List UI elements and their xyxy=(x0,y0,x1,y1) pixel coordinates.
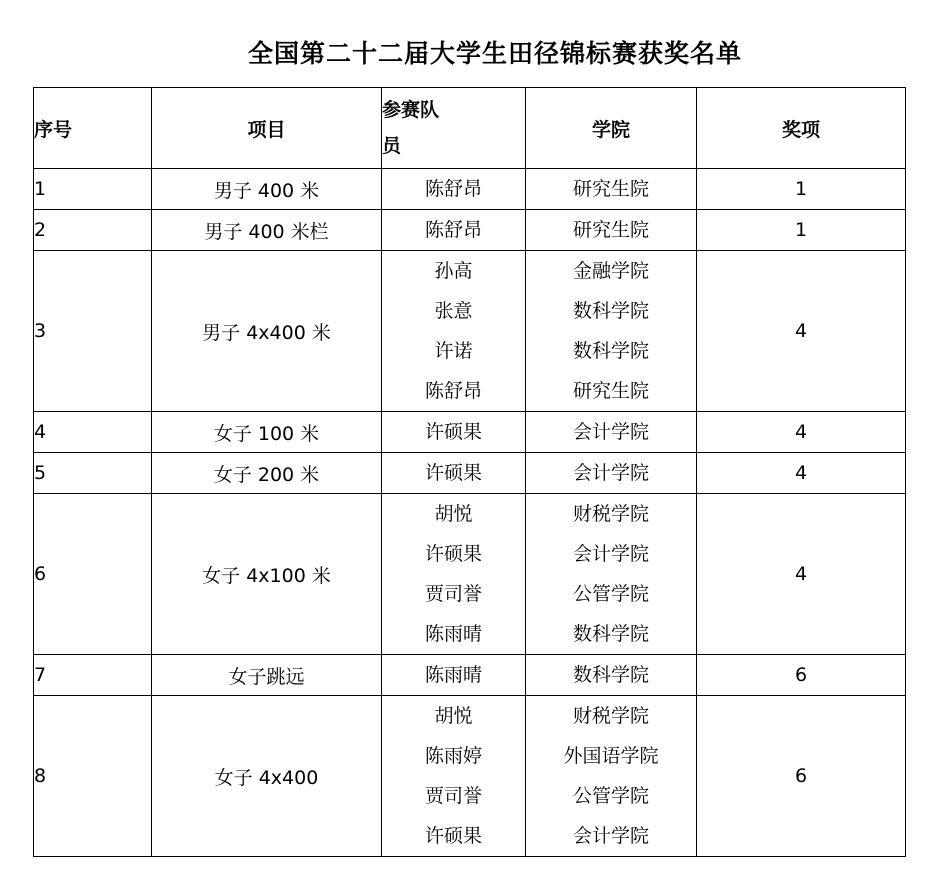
header-seq: 序号 xyxy=(34,88,152,169)
cell-award: 1 xyxy=(697,169,906,210)
member-name: 陈雨婷 xyxy=(424,745,482,767)
header-college: 学院 xyxy=(526,88,697,169)
cell-award: 6 xyxy=(697,696,906,857)
header-event: 项目 xyxy=(152,88,382,169)
college-name: 金融学院 xyxy=(572,260,649,282)
document-title: 全国第二十二届大学生田径锦标赛获奖名单 xyxy=(247,39,742,68)
college-name: 公管学院 xyxy=(572,583,649,605)
college-name: 数科学院 xyxy=(572,664,649,686)
cell-seq: 1 xyxy=(34,169,152,210)
member-name: 胡悦 xyxy=(434,705,473,727)
cell-colleges xyxy=(526,412,697,453)
member-name: 孙高 xyxy=(434,260,473,282)
table-row xyxy=(34,210,906,251)
cell-colleges xyxy=(526,210,697,251)
cell-event: 女子 4x400 xyxy=(152,696,382,857)
college-name: 财税学院 xyxy=(572,705,649,727)
member-name: 陈舒昂 xyxy=(424,380,482,402)
college-name: 外国语学院 xyxy=(563,745,659,767)
header-award: 奖项 xyxy=(697,88,906,169)
cell-members xyxy=(382,494,526,655)
cell-event: 女子跳远 xyxy=(152,655,382,696)
cell-seq: 5 xyxy=(34,453,152,494)
cell-award: 4 xyxy=(697,494,906,655)
member-name: 胡悦 xyxy=(434,503,473,525)
member-name: 贾司誉 xyxy=(424,583,482,605)
table-row xyxy=(34,696,906,857)
member-name: 贾司誉 xyxy=(424,785,482,807)
cell-members xyxy=(382,412,526,453)
cell-colleges xyxy=(526,655,697,696)
cell-members xyxy=(382,696,526,857)
cell-members xyxy=(382,655,526,696)
cell-members xyxy=(382,169,526,210)
table-row xyxy=(34,655,906,696)
cell-seq: 8 xyxy=(34,696,152,857)
college-name: 会计学院 xyxy=(572,421,649,443)
cell-colleges xyxy=(526,494,697,655)
cell-colleges xyxy=(526,251,697,412)
table-body xyxy=(34,169,906,857)
cell-seq: 7 xyxy=(34,655,152,696)
member-name: 陈舒昂 xyxy=(424,219,482,241)
college-name: 研究生院 xyxy=(572,380,649,402)
cell-seq: 4 xyxy=(34,412,152,453)
cell-members xyxy=(382,453,526,494)
table-row xyxy=(34,453,906,494)
member-name: 张意 xyxy=(434,300,473,322)
college-name: 会计学院 xyxy=(572,825,649,847)
table-row xyxy=(34,169,906,210)
college-name: 财税学院 xyxy=(572,503,649,525)
table-row xyxy=(34,412,906,453)
header-members-line2: 员 xyxy=(382,135,402,157)
cell-colleges xyxy=(526,169,697,210)
cell-award: 4 xyxy=(697,453,906,494)
table-row xyxy=(34,251,906,412)
college-name: 数科学院 xyxy=(572,340,649,362)
member-name: 陈舒昂 xyxy=(424,178,482,200)
college-name: 会计学院 xyxy=(572,543,649,565)
cell-colleges xyxy=(526,453,697,494)
cell-award: 1 xyxy=(697,210,906,251)
member-name: 许硕果 xyxy=(424,421,482,443)
member-name: 陈雨晴 xyxy=(424,623,482,645)
college-name: 研究生院 xyxy=(572,219,649,241)
cell-seq: 2 xyxy=(34,210,152,251)
college-name: 数科学院 xyxy=(572,300,649,322)
cell-colleges xyxy=(526,696,697,857)
cell-award: 4 xyxy=(697,412,906,453)
header-row xyxy=(34,88,906,169)
member-name: 陈雨晴 xyxy=(424,664,482,686)
cell-members xyxy=(382,251,526,412)
header-members xyxy=(382,88,526,169)
cell-award: 4 xyxy=(697,251,906,412)
college-name: 公管学院 xyxy=(572,785,649,807)
cell-event: 男子 400 米栏 xyxy=(152,210,382,251)
header-members-line1: 参赛队 xyxy=(382,99,440,121)
cell-award: 6 xyxy=(697,655,906,696)
college-name: 研究生院 xyxy=(572,178,649,200)
cell-seq: 3 xyxy=(34,251,152,412)
college-name: 会计学院 xyxy=(572,462,649,484)
cell-event: 男子 400 米 xyxy=(152,169,382,210)
cell-seq: 6 xyxy=(34,494,152,655)
awards-table xyxy=(33,87,906,857)
cell-event: 女子 4x100 米 xyxy=(152,494,382,655)
member-name: 许硕果 xyxy=(424,825,482,847)
member-name: 许诺 xyxy=(434,340,473,362)
table-row xyxy=(34,494,906,655)
cell-event: 女子 200 米 xyxy=(152,453,382,494)
member-name: 许硕果 xyxy=(424,462,482,484)
cell-members xyxy=(382,210,526,251)
cell-event: 男子 4x400 米 xyxy=(152,251,382,412)
college-name: 数科学院 xyxy=(572,623,649,645)
member-name: 许硕果 xyxy=(424,543,482,565)
cell-event: 女子 100 米 xyxy=(152,412,382,453)
